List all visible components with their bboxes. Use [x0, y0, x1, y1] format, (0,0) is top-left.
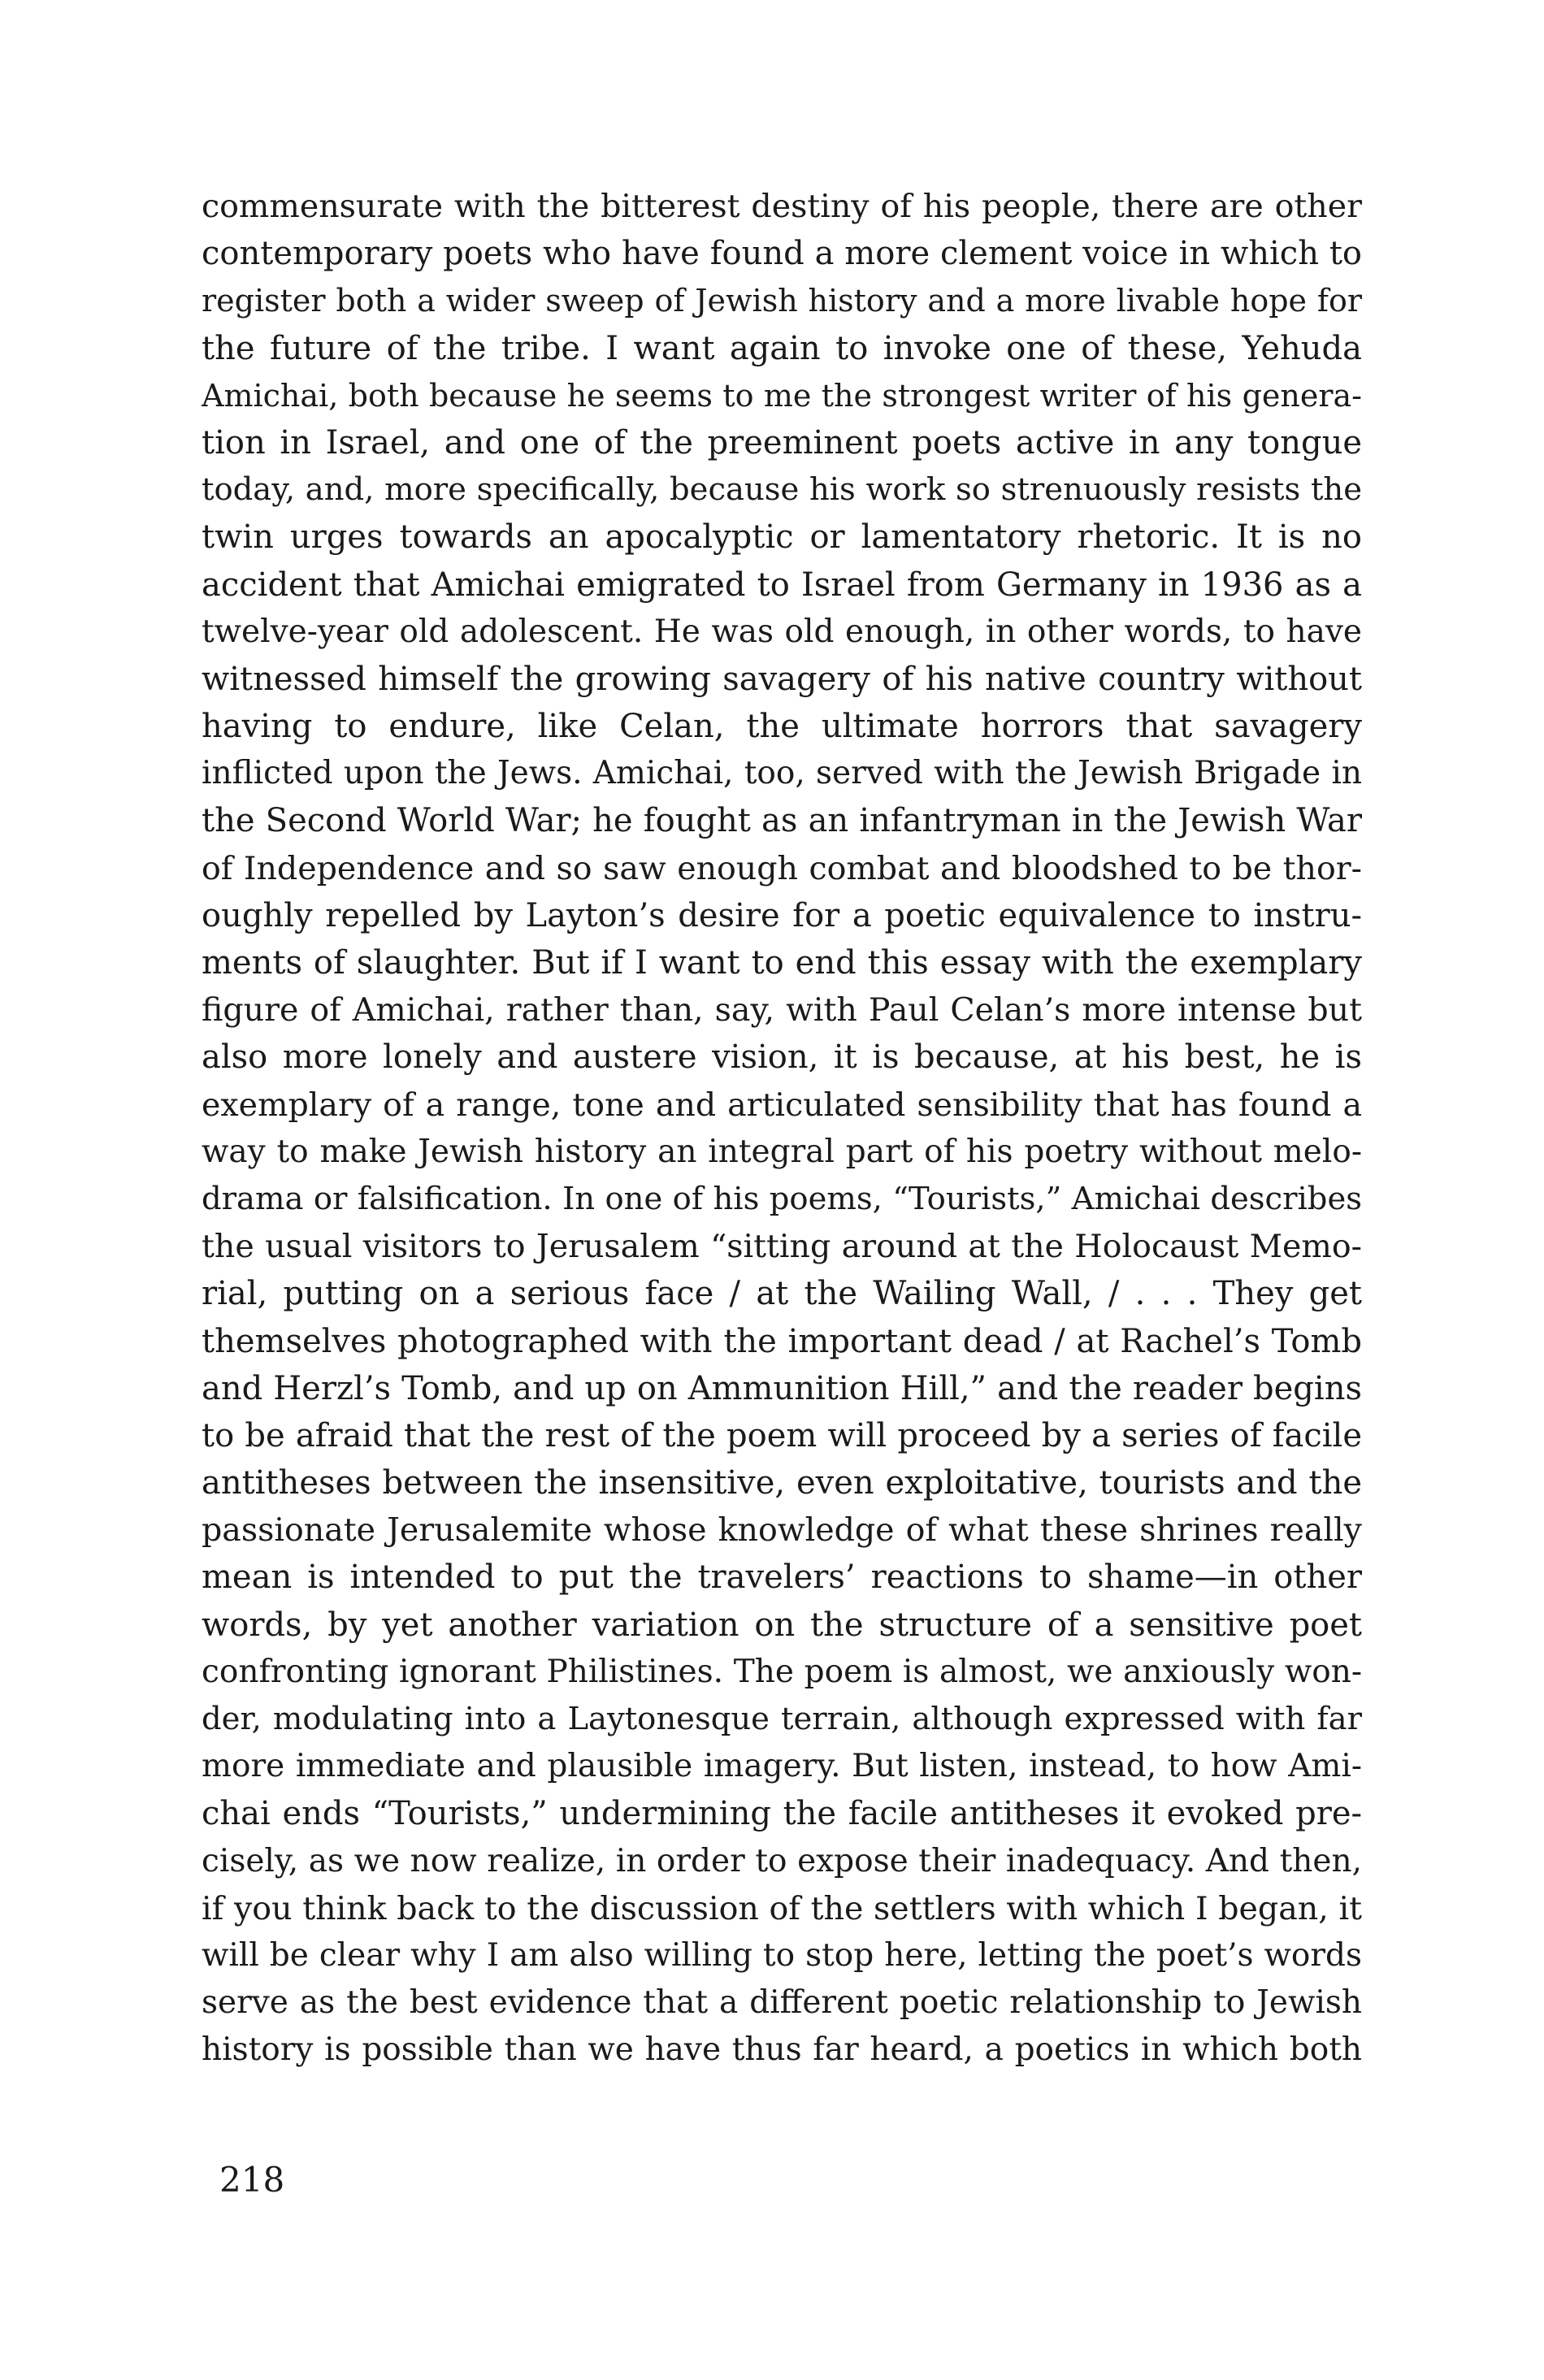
text-line: antitheses between the insensitive, even exploitative, tourists and the [202, 1464, 1362, 1502]
text-line: accident that Amichai emigrated to Israel from Germany in 1936 as a [202, 566, 1362, 604]
text-line: confronting ignorant Philistines. The poem is almost, we anxiously won- [202, 1653, 1362, 1690]
text-line: serve as the best evidence that a different poetic relationship to Jewish [202, 1984, 1362, 2022]
text-line: and Herzl’s Tomb, and up on Ammunition Hill,” and the reader begins [202, 1369, 1362, 1407]
text-line: figure of Amichai, rather than, say, with Paul Celan’s more intense but [202, 991, 1362, 1030]
text-line: way to make Jewish history an integral part of his poetry without melo- [202, 1133, 1362, 1170]
text-line: the Second World War; he fought as an infantryman in the Jewish War [202, 802, 1362, 840]
text-line: register both a wider sweep of Jewish history and a more livable hope for [202, 283, 1362, 319]
text-line: the future of the tribe. I want again to invoke one of these, Yehuda [202, 329, 1362, 367]
text-line: drama or falsification. In one of his poems, “Tourists,” Amichai describes [202, 1180, 1362, 1217]
text-line: der, modulating into a Laytonesque terrain, although expressed with far [202, 1701, 1362, 1737]
text-line: the usual visitors to Jerusalem “sitting around at the Holocaust Memo- [202, 1228, 1362, 1266]
text-line: exemplary of a range, tone and articulated sensibility that has found a [202, 1086, 1362, 1124]
text-line: to be afraid that the rest of the poem will proceed by a series of facile [202, 1416, 1362, 1454]
text-line: more immediate and plausible imagery. But listen, instead, to how Ami- [202, 1748, 1362, 1785]
text-line: themselves photographed with the important dead / at Rachel’s Tomb [202, 1322, 1362, 1360]
text-line: if you think back to the discussion of the settlers with which I began, it [202, 1889, 1362, 1927]
text-line: history is possible than we have thus far heard, a poetics in which both [202, 2031, 1362, 2069]
text-line: mean is intended to put the travelers’ reactions to shame—in other [202, 1558, 1362, 1597]
text-line: having to endure, like Celan, the ultimate horrors that savagery [202, 708, 1362, 746]
text-line: tion in Israel, and one of the preeminent poets active in any tongue [202, 423, 1362, 462]
text-line: passionate Jerusalemite whose knowledge of what these shrines really [202, 1511, 1362, 1550]
text-line: rial, putting on a serious face / at the Wailing Wall, / . . . They get [202, 1275, 1362, 1313]
text-line: oughly repelled by Layton’s desire for a poetic equivalence to instru- [202, 896, 1362, 934]
text-line: of Independence and so saw enough combat and bloodshed to be thor- [202, 849, 1362, 887]
page-number: 218 [219, 2160, 285, 2200]
text-line: ments of slaughter. But if I want to end this essay with the exemplary [202, 944, 1362, 982]
text-line: cisely, as we now realize, in order to expose their inadequacy. And then, [202, 1842, 1362, 1879]
text-line: Amichai, both because he seems to me the strongest writer of his genera- [202, 377, 1362, 414]
text-line: inflicted upon the Jews. Amichai, too, served with the Jewish Brigade in [202, 755, 1362, 792]
text-line: contemporary poets who have found a more clement voice in which to [202, 235, 1362, 273]
text-line: twelve-year old adolescent. He was old enough, in other words, to have [202, 613, 1362, 650]
body-text [202, 183, 1362, 2074]
text-line: words, by yet another variation on the structure of a sensitive poet [202, 1606, 1362, 1644]
text-line: today, and, more specifically, because his work so strenuously resists the [202, 471, 1362, 509]
text-line: also more lonely and austere vision, it is because, at his best, he is [202, 1038, 1362, 1077]
text-line: twin urges towards an apocalyptic or lamentatory rhetoric. It is no [202, 518, 1362, 557]
text-line: will be clear why I am also willing to stop here, letting the poet’s words [202, 1936, 1362, 1974]
text-line: witnessed himself the growing savagery of his native country without [202, 660, 1362, 698]
text-line: chai ends “Tourists,” undermining the facile antitheses it evoked pre- [202, 1795, 1362, 1833]
text-line: commensurate with the bitterest destiny of his people, there are other [202, 188, 1362, 225]
